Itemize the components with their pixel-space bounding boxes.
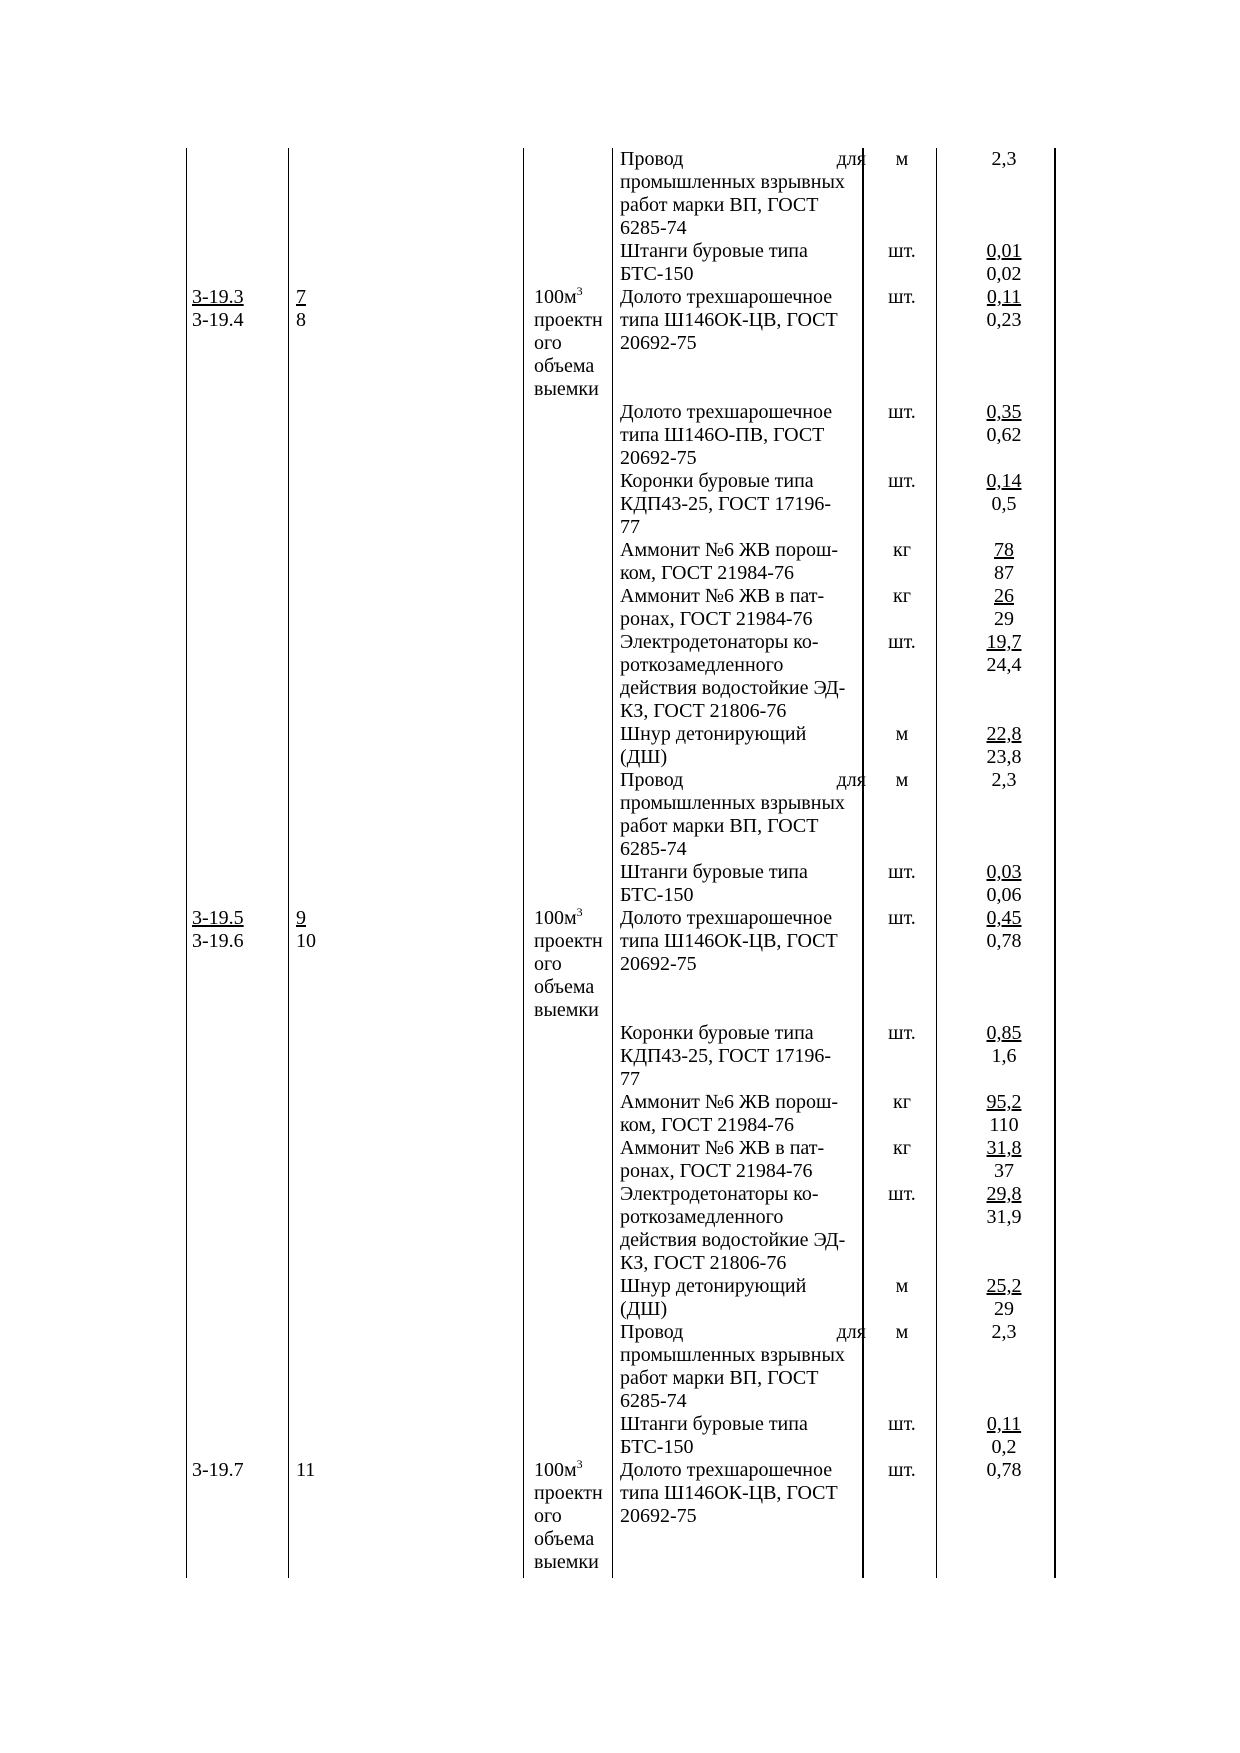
material-cell: [620, 1321, 866, 1413]
table-border-left: [186, 148, 187, 1578]
norm-value-cell-line: 26: [994, 585, 1014, 607]
measure-unit-cell: шт.: [888, 470, 916, 492]
material-cell-line: 6285-74: [620, 838, 687, 860]
norm-value-cell: [944, 1321, 1064, 1344]
material-cell-line: Провод для: [620, 148, 866, 170]
measure-unit-cell: шт.: [888, 401, 916, 423]
norm-value-cell: [944, 401, 1064, 447]
material-cell-line: ком, ГОСТ 21984-76: [620, 1114, 794, 1136]
norm-value-cell-line: 0,01: [986, 240, 1022, 262]
material-cell-line: ронах, ГОСТ 21984-76: [620, 1160, 813, 1182]
unit-cell-line: выемки: [534, 378, 599, 400]
material-cell-line: КДП43-25, ГОСТ 17196-: [620, 1045, 832, 1067]
code-cell: [192, 907, 282, 953]
unit-cell-line: проектн: [534, 309, 603, 331]
material-cell-line: Провод для: [620, 769, 866, 791]
material-cell-line: Шнур детонирующий: [620, 1275, 807, 1297]
material-cell: [620, 1022, 866, 1091]
material-cell: [620, 631, 866, 723]
material-cell-line: Электродетонаторы ко-: [620, 631, 819, 653]
material-cell-line: КЗ, ГОСТ 21806-76: [620, 1252, 787, 1274]
code-cell-line: 3-19.3: [192, 286, 244, 308]
material-cell-line: типа Ш146ОК-ЦВ, ГОСТ: [620, 309, 838, 331]
norm-value-cell-line: 24,4: [986, 654, 1022, 676]
unit-cell: [534, 1459, 614, 1574]
material-cell-line: 6285-74: [620, 1390, 687, 1412]
unit-cell-line: объема: [534, 1528, 595, 1550]
norm-value-cell-line: 110: [989, 1114, 1019, 1136]
norm-value-cell-line: 78: [994, 539, 1014, 561]
material-cell: [620, 585, 866, 631]
unit-cell-line: $100м^3$: [534, 905, 583, 929]
norm-value-cell: [944, 585, 1064, 631]
norm-value-cell: [944, 1183, 1064, 1229]
norm-value-cell: [944, 1022, 1064, 1068]
norm-value-cell-line: 29: [994, 608, 1014, 630]
measure-unit-cell: шт.: [888, 1459, 916, 1481]
material-cell-line: Аммонит №6 ЖВ в пат-: [620, 1137, 825, 1159]
measure-unit-cell: шт.: [888, 1183, 916, 1205]
material-cell-line: действия водостойкие ЭД-: [620, 1229, 846, 1251]
norm-value-cell-line: 87: [994, 562, 1014, 584]
norm-value-cell: [944, 1275, 1064, 1321]
material-cell: [620, 1275, 866, 1321]
material-cell-line: Долото трехшарошечное: [620, 286, 833, 308]
norm-value-cell-line: 0,11: [986, 286, 1022, 308]
material-cell: [620, 401, 866, 470]
material-cell-line: БТС-150: [620, 1436, 694, 1458]
norm-value-cell-line: 2,3: [991, 769, 1017, 791]
material-cell: [620, 148, 866, 240]
table-border-col3: [523, 148, 524, 1578]
material-cell-line: (ДШ): [620, 1298, 668, 1320]
measure-unit-cell: м: [895, 148, 909, 170]
material-cell-line: Аммонит №6 ЖВ порош-: [620, 1091, 839, 1113]
number-cell-line: 10: [296, 930, 316, 952]
norm-value-cell-line: 0,45: [986, 907, 1022, 929]
material-cell: [620, 1137, 866, 1183]
material-cell-line: Аммонит №6 ЖВ порош-: [620, 539, 839, 561]
norm-value-cell-line: 19,7: [986, 631, 1022, 653]
material-cell-line: Коронки буровые типа: [620, 470, 814, 492]
material-cell-line: Долото трехшарошечное: [620, 401, 833, 423]
norm-value-cell: [944, 286, 1064, 332]
material-cell: [620, 769, 866, 861]
material-cell: [620, 1091, 866, 1137]
measure-unit-cell: шт.: [888, 1022, 916, 1044]
norm-value-cell-line: 1,6: [991, 1045, 1017, 1067]
material-cell-line: работ марки ВП, ГОСТ: [620, 194, 819, 216]
measure-unit-cell: шт.: [888, 286, 916, 308]
material-cell-line: 6285-74: [620, 217, 687, 239]
number-cell-line: 11: [296, 1459, 316, 1481]
norm-value-cell: [944, 539, 1064, 585]
material-cell-line: промышленных взрывных: [620, 171, 845, 193]
material-cell-line: работ марки ВП, ГОСТ: [620, 815, 819, 837]
number-cell: [296, 907, 496, 953]
norm-value-cell-line: 0,78: [986, 930, 1022, 952]
norm-value-cell: [944, 1413, 1064, 1459]
material-cell-line: роткозамедленного: [620, 654, 784, 676]
material-cell-line: Штанги буровые типа: [620, 1413, 808, 1435]
norm-value-cell: [944, 1091, 1064, 1137]
norm-value-cell-line: 0,14: [986, 470, 1022, 492]
number-cell-line: 8: [296, 309, 306, 331]
cubic-superscript: 3: [576, 1457, 583, 1471]
number-cell: [296, 286, 496, 332]
number-cell-line: 7: [296, 286, 306, 308]
material-cell-line: Долото трехшарошечное: [620, 907, 833, 929]
norm-value-cell-line: 25,2: [986, 1275, 1022, 1297]
material-cell: [620, 907, 866, 976]
norm-value-cell-line: 0,02: [986, 263, 1022, 285]
measure-unit-cell: шт.: [888, 1413, 916, 1435]
material-cell-line: 20692-75: [620, 953, 697, 975]
norm-value-cell-line: 0,85: [986, 1022, 1022, 1044]
material-cell-line: (ДШ): [620, 746, 668, 768]
unit-cell-line: ого: [534, 332, 562, 354]
measure-unit-cell: кг: [893, 1137, 911, 1159]
measure-unit-cell: м: [895, 1321, 909, 1343]
cubic-superscript: 3: [576, 284, 583, 298]
material-cell-line: КЗ, ГОСТ 21806-76: [620, 700, 787, 722]
measure-unit-cell: шт.: [888, 631, 916, 653]
norm-value-cell-line: 2,3: [991, 148, 1017, 170]
code-cell-line: 3-19.5: [192, 907, 244, 929]
material-cell-line: роткозамедленного: [620, 1206, 784, 1228]
norm-value-cell: [944, 1459, 1064, 1482]
norm-value-cell-line: 29: [994, 1298, 1014, 1320]
norm-value-cell-line: 0,03: [986, 861, 1022, 883]
measure-unit-cell: кг: [893, 539, 911, 561]
norm-value-cell-line: 0,78: [986, 1459, 1022, 1481]
material-cell-line: типа Ш146О-ПВ, ГОСТ: [620, 424, 825, 446]
code-cell-line: 3-19.7: [192, 1459, 244, 1481]
unit-cell-line: ого: [534, 953, 562, 975]
norm-value-cell: [944, 1137, 1064, 1183]
measure-unit-cell: шт.: [888, 907, 916, 929]
material-cell: [620, 861, 866, 907]
norm-value-cell: [944, 148, 1064, 171]
number-cell: [296, 1459, 496, 1482]
measure-unit-cell: кг: [893, 585, 911, 607]
material-cell-line: типа Ш146ОК-ЦВ, ГОСТ: [620, 1482, 838, 1504]
material-cell-line: промышленных взрывных: [620, 1344, 845, 1366]
material-cell-line: промышленных взрывных: [620, 792, 845, 814]
norm-value-cell-line: 0,06: [986, 884, 1022, 906]
norm-value-cell: [944, 769, 1064, 792]
material-cell-line: Долото трехшарошечное: [620, 1459, 833, 1481]
unit-cell-line: объема: [534, 355, 595, 377]
material-cell-line: Коронки буровые типа: [620, 1022, 814, 1044]
norm-value-cell-line: 2,3: [991, 1321, 1017, 1343]
norm-value-cell-line: 95,2: [986, 1091, 1022, 1113]
material-cell: [620, 1183, 866, 1275]
unit-cell-line: ого: [534, 1505, 562, 1527]
norm-value-cell-line: 31,8: [986, 1137, 1022, 1159]
code-cell-line: 3-19.4: [192, 309, 244, 331]
norm-value-cell-line: 23,8: [986, 746, 1022, 768]
norm-value-cell-line: 22,8: [986, 723, 1022, 745]
unit-cell-line: выемки: [534, 999, 599, 1021]
cubic-superscript: 3: [576, 905, 583, 919]
norm-value-cell-line: 0,11: [986, 1413, 1022, 1435]
norm-value-cell: [944, 723, 1064, 769]
material-cell-line: КДП43-25, ГОСТ 17196-: [620, 493, 832, 515]
measure-unit-cell: шт.: [888, 240, 916, 262]
unit-cell-line: $100м^3$: [534, 1457, 583, 1481]
table-border-col2: [288, 148, 289, 1578]
material-cell-line: 77: [620, 1068, 640, 1090]
measure-unit-cell: м: [895, 769, 909, 791]
material-cell-line: ком, ГОСТ 21984-76: [620, 562, 794, 584]
unit-cell-line: выемки: [534, 1551, 599, 1573]
norm-value-cell-line: 0,5: [991, 493, 1017, 515]
material-cell-line: ронах, ГОСТ 21984-76: [620, 608, 813, 630]
material-cell-line: Электродетонаторы ко-: [620, 1183, 819, 1205]
unit-cell-line: проектн: [534, 1482, 603, 1504]
material-cell: [620, 240, 866, 286]
material-cell: [620, 1413, 866, 1459]
norm-value-cell: [944, 240, 1064, 286]
material-cell-line: 77: [620, 516, 640, 538]
norm-value-cell: [944, 861, 1064, 907]
norm-value-cell: [944, 470, 1064, 516]
material-cell-line: 20692-75: [620, 447, 697, 469]
measure-unit-cell: кг: [893, 1091, 911, 1113]
material-cell-line: типа Ш146ОК-ЦВ, ГОСТ: [620, 930, 838, 952]
norm-value-cell-line: 31,9: [986, 1206, 1022, 1228]
material-cell: [620, 470, 866, 539]
code-cell-line: 3-19.6: [192, 930, 244, 952]
norm-value-cell-line: 0,23: [986, 309, 1022, 331]
code-cell: [192, 1459, 282, 1482]
material-cell-line: Провод для: [620, 1321, 866, 1343]
norm-value-cell: [944, 907, 1064, 953]
material-cell: [620, 723, 866, 769]
unit-cell-line: $100м^3$: [534, 284, 583, 308]
unit-cell: [534, 907, 614, 1022]
norm-value-cell-line: 0,2: [991, 1436, 1017, 1458]
norm-value-cell-line: 0,62: [986, 424, 1022, 446]
code-cell: [192, 286, 282, 332]
material-cell-line: Аммонит №6 ЖВ в пат-: [620, 585, 825, 607]
material-cell-line: действия водостойкие ЭД-: [620, 677, 846, 699]
norm-value-cell-line: 29,8: [986, 1183, 1022, 1205]
material-cell: [620, 1459, 866, 1528]
material-cell-line: 20692-75: [620, 1505, 697, 1527]
measure-unit-cell: шт.: [888, 861, 916, 883]
material-cell-line: Штанги буровые типа: [620, 861, 808, 883]
unit-cell-line: объема: [534, 976, 595, 998]
material-cell-line: 20692-75: [620, 332, 697, 354]
table-border-col6: [936, 148, 937, 1578]
material-cell-line: БТС-150: [620, 884, 694, 906]
material-cell-line: работ марки ВП, ГОСТ: [620, 1367, 819, 1389]
unit-cell-line: проектн: [534, 930, 603, 952]
norm-value-cell-line: 37: [994, 1160, 1014, 1182]
material-cell: [620, 539, 866, 585]
measure-unit-cell: м: [895, 723, 909, 745]
material-cell-line: Штанги буровые типа: [620, 240, 808, 262]
measure-unit-cell: м: [895, 1275, 909, 1297]
material-cell-line: БТС-150: [620, 263, 694, 285]
unit-cell: [534, 286, 614, 401]
material-cell-line: Шнур детонирующий: [620, 723, 807, 745]
material-cell: [620, 286, 866, 355]
number-cell-line: 9: [296, 907, 306, 929]
norm-value-cell-line: 0,35: [986, 401, 1022, 423]
norm-value-cell: [944, 631, 1064, 677]
